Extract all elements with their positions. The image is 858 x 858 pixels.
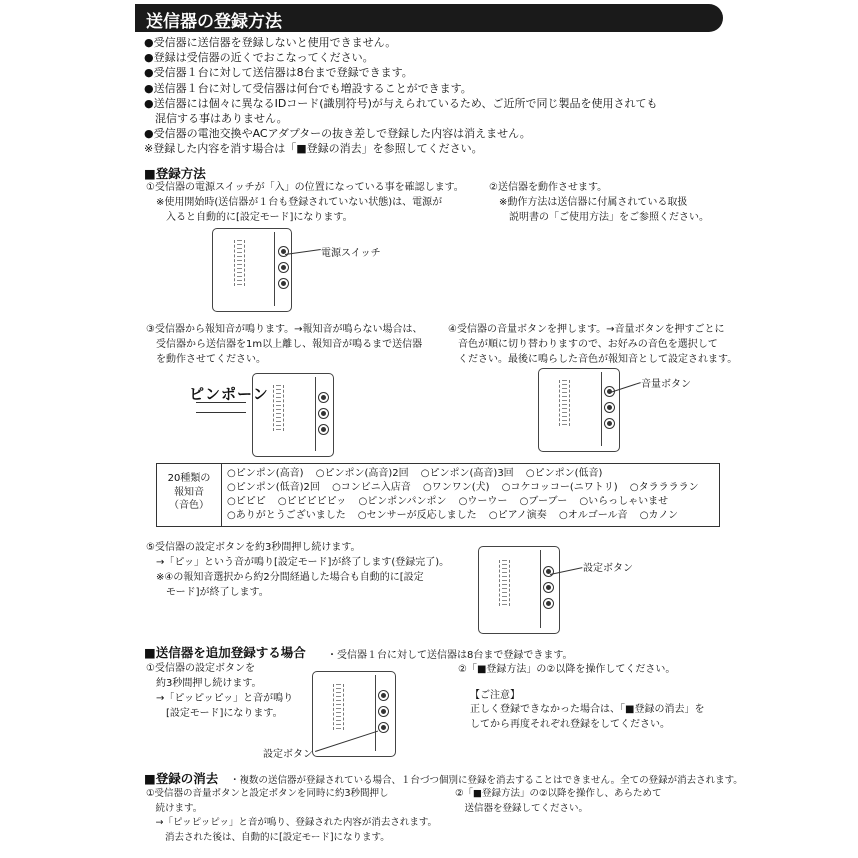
pinpon-sound-label: ピンポーン [189, 385, 269, 403]
step1-text [146, 180, 464, 225]
tone-item: ○ピンポン(高音)3回 [420, 468, 514, 479]
step4-line: ④受信器の音量ボタンを押します。→音量ボタンを押すごとに [448, 324, 725, 335]
caution-line: してから再度それぞれ登録をしてください。 [470, 719, 670, 730]
add-note: ・受信器１台に対して送信器は8台まで登録できます。 [327, 650, 573, 661]
step2-line: ②送信器を動作させます。 [489, 182, 608, 193]
tone-table [156, 463, 720, 527]
step5-line: モード]が終了します。 [146, 587, 269, 598]
step2-text [489, 180, 709, 225]
tone-item: ○ピアノ演奏 [488, 510, 547, 521]
add-step1-line: →「ピッピッピッ」と音が鳴り [146, 693, 294, 704]
power-switch-label: 電源スイッチ [321, 248, 381, 259]
section-heading-add: ■送信器を追加登録する場合 [144, 645, 306, 660]
intro-list [144, 35, 657, 157]
add-step1-line: ①受信器の設定ボタンを [146, 663, 255, 674]
step3-line: ③受信器から報知音が鳴ります。→報知音が鳴らない場合は、 [146, 324, 423, 335]
tone-item: ○ブーブー [519, 496, 568, 507]
step1-line: ①受信器の電源スイッチが「入」の位置になっている事を確認します。 [146, 182, 464, 193]
erase-step1-line: →「ピッピッピッ」と音が鳴り、登録された内容が消去されます。 [146, 817, 438, 828]
add-step1-line: 約3秒間押し続けます。 [146, 678, 262, 689]
step4-line: ください。最後に鳴らした音色が報知音として設定されます。 [448, 354, 738, 365]
intro-line: ●送信器には個々に異なるIDコード(識別符号)が与えられているため、ご近所で同じ製品を使用されても [144, 96, 658, 110]
caution-line: 正しく登録できなかった場合は、「■登録の消去」を [470, 704, 705, 715]
erase-step1-line: 消去された後は、自動的に[設定モード]になります。 [146, 831, 390, 843]
step3-line: 受信器から送信器を1m以上離し、報知音が鳴るまで送信器 [146, 339, 423, 350]
tone-item: ○コケコッコー(ニワトリ) [501, 482, 618, 493]
tone-table-header-line: （音色） [169, 500, 209, 511]
setting-button-label: 設定ボタン [583, 563, 633, 574]
tone-item: ○ワンワン(犬) [423, 482, 490, 493]
section-heading-registration: ■登録方法 [144, 166, 206, 181]
intro-line: 混信する事はありません。 [144, 112, 288, 126]
add-step1-text [146, 661, 293, 721]
caution-text [470, 702, 704, 732]
intro-line: ●送信器１台に対して受信器は何台でも増設することができます。 [144, 81, 472, 95]
tone-table-header-line: 報知音 [174, 486, 204, 498]
erase-note: ・複数の送信器が登録されている場合、１台づつ個別に登録を消去することはできません。全ての登録が消去されます。 [230, 775, 743, 786]
tone-item: ○ピンポンパンポン [358, 496, 447, 507]
section-heading-erase: ■登録の消去 [144, 771, 219, 786]
step2-line: 説明書の「ご使用方法」をご参照ください。 [489, 212, 709, 223]
tone-table-header-line: 20種類の [167, 473, 211, 484]
tone-item: ○タララララン [629, 482, 699, 493]
add-setting-button-label: 設定ボタン [263, 749, 313, 760]
erase-step1-text [146, 787, 437, 845]
step5-line: →「ピッ」という音が鳴り[設定モード]が終了します(登録完了)。 [146, 557, 450, 568]
step3-text [146, 322, 423, 367]
erase-step2-line: 送信器を登録してください。 [455, 802, 589, 814]
intro-line: ●受信器に送信器を登録しないと使用できません。 [144, 36, 397, 49]
tone-item: ○ありがとうございました [227, 510, 346, 521]
step1-line: 入ると自動的に[設定モード]になります。 [146, 212, 353, 223]
page-title: 送信器の登録方法 [146, 12, 282, 32]
caution-title: 【ご注意】 [470, 690, 520, 701]
tone-item: ○センサーが反応しました [357, 510, 477, 521]
tone-table-header [157, 464, 222, 526]
tone-item: ○ピピピピピッ [277, 496, 347, 507]
intro-line: ●登録は受信器の近くでおこなってください。 [144, 51, 374, 65]
tone-item: ○ピンポン(低音) [525, 468, 603, 479]
tone-item: ○ピンポン(高音) [227, 468, 304, 479]
tone-list [227, 467, 717, 523]
step2-line: ※動作方法は送信器に付属されている取扱 [489, 197, 688, 208]
add-step2-text: ②「■登録方法」の②以降を操作してください。 [458, 664, 676, 675]
tone-item: ○いらっしゃいませ [579, 496, 669, 507]
intro-line: ●受信器１台に対して送信器は8台まで登録できます。 [144, 66, 413, 80]
step4-line: 音色が順に切り替わりますので、お好みの音色を選択して [448, 339, 718, 350]
step1-line: ※使用開始時(送信器が１台も登録されていない状態)は、電源が [146, 197, 443, 208]
erase-step2-text [455, 787, 662, 816]
step5-line: ※④の報知音選択から約2分間経過した場合も自動的に[設定 [146, 572, 424, 583]
erase-step1-line: 続けます。 [146, 802, 203, 814]
tone-item: ○ウーウー [458, 496, 508, 507]
tone-item: ○ピンポン(高音)2回 [315, 468, 409, 479]
intro-line: ●受信器の電池交換やACアダプターの抜き差しで登録した内容は消えません。 [144, 127, 531, 141]
tone-item: ○ピピピ [227, 496, 266, 507]
step3-line: を動作させてください。 [146, 354, 266, 365]
intro-line: ※登録した内容を消す場合は「■登録の消去」を参照してください。 [144, 142, 483, 156]
tone-item: ○コンビニ入店音 [332, 482, 411, 493]
add-step1-line: [設定モード]になります。 [146, 708, 283, 719]
erase-step2-line: ②「■登録方法」の②以降を操作し、あらためて [455, 788, 662, 799]
step4-text [448, 322, 737, 367]
erase-step1-line: ①受信器の音量ボタンと設定ボタンを同時に約3秒間押し [146, 788, 389, 799]
tone-item: ○オルゴール音 [558, 510, 628, 521]
step5-line: ⑤受信器の設定ボタンを約3秒間押し続けます。 [146, 542, 361, 553]
volume-button-label: 音量ボタン [641, 379, 691, 390]
tone-item: ○ピンポン(低音)2回 [227, 482, 320, 493]
tone-item: ○カノン [639, 510, 679, 521]
step5-text [146, 540, 449, 600]
